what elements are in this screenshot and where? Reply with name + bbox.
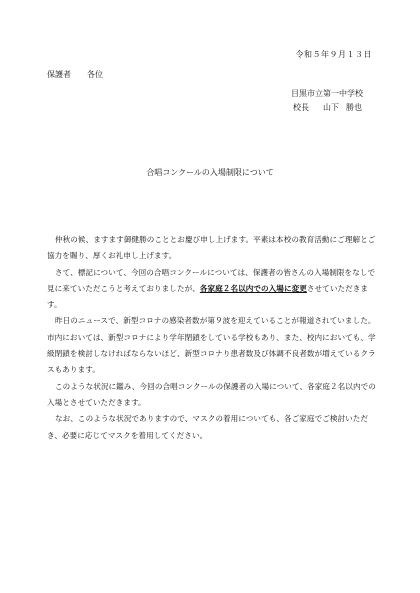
paragraph-change-notice: さて、標記について、今回の合唱コンクールについては、保護者の皆さんの入場制限をなしで見に来ていただこうと考えておりましたが、各家庭２名以内での入場に変更させていただきます。 bbox=[47, 267, 376, 310]
recipient-line bbox=[47, 69, 103, 80]
recipient-label: 保護者 bbox=[47, 70, 71, 79]
paragraph-covid-situation: 昨日のニュースで、新型コロナの感染者数が第９波を迎えていることが報道されていました。市内においては、新型コロナにより学年閉鎖をしている学校もあり、また、校内においても、学級閉鎖を検討しなければならないほど、新型コロナり患者数及び体調不良者数が増えているクラスもあります。 bbox=[47, 316, 376, 375]
paragraph-admission-decision: このような状況に鑑み、今回の合唱コンクールの保護者の入場について、各家庭２名以内での入場とさせていただきます。 bbox=[47, 381, 376, 407]
recipient-suffix: 各位 bbox=[87, 70, 103, 79]
letter-body bbox=[47, 232, 377, 444]
principal-title: 校長 bbox=[293, 103, 309, 112]
school-name: 目黒市立第一中学校 bbox=[291, 89, 363, 98]
emphasis-admission-limit: 各家庭２名以内での入場に変更 bbox=[199, 283, 307, 293]
principal-given-name: 勝也 bbox=[346, 103, 362, 112]
letter-title: 合唱コンクールの入場制限について bbox=[146, 168, 274, 177]
letter-date: 令和５年９月１３日 bbox=[295, 50, 372, 59]
paragraph-greeting: 仲秋の候、ますます御健勝のこととお慶び申し上げます。平素は本校の教育活動にご理解とご協力を賜り、厚くお礼申し上げます。 bbox=[47, 235, 376, 261]
paragraph-mask-request: なお、このような状況でありますので、マスクの着用についても、各ご家庭でご検討いただき、必要に応じてマスクを着用してください。 bbox=[47, 414, 369, 440]
principal-surname: 山下 bbox=[323, 103, 339, 112]
principal-signature bbox=[293, 102, 362, 113]
